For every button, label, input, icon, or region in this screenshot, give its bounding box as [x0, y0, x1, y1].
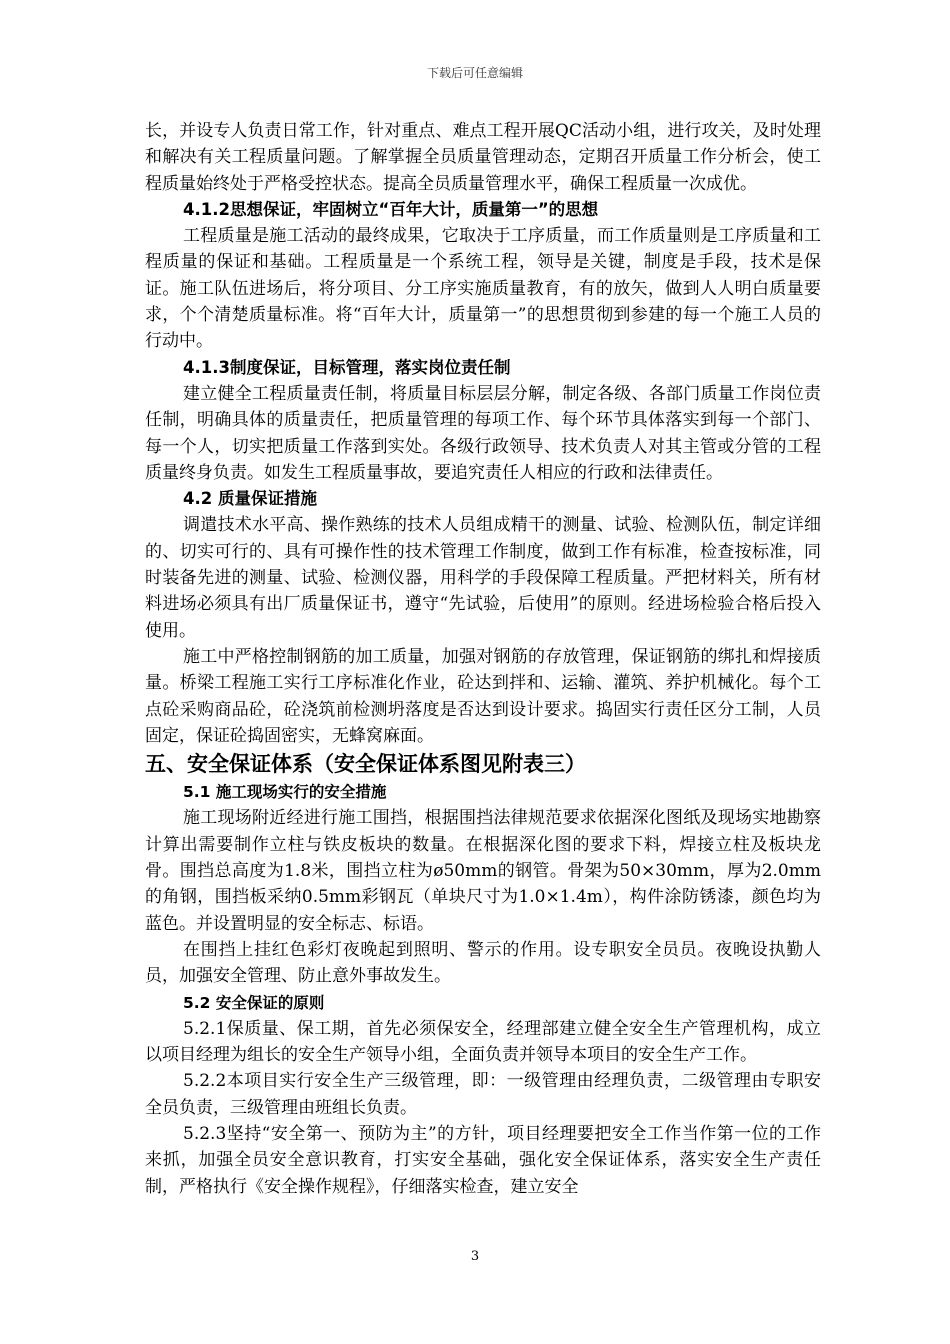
section-heading: 五、安全保证体系（安全保证体系图见附表三） [145, 752, 586, 777]
paragraph: 5.2.2本项目实行安全生产三级管理，即：一级管理由经理负责，二级管理由专职安全员负责，三级管理由班组长负责。 [145, 1071, 821, 1118]
paragraph: 5.2.3坚持“安全第一、预防为主”的方针，项目经理要把安全工作当作第一位的工作来抓，加强全员安全意识教育，打实安全基础，强化安全保证体系，落实安全生产责任制，严格执行《安全操作规程》，仔细落实检查，建立安全 [145, 1123, 821, 1197]
subsection-heading: 4.1.2思想保证，牢固树立“百年大计，质量第一”的思想 [183, 199, 599, 219]
document-body [145, 118, 821, 1200]
subsection-heading: 4.2 质量保证措施 [183, 489, 317, 509]
paragraph: 工程质量是施工活动的最终成果，它取决于工序质量，而工作质量则是工序质量和工程质量的保证和基础。工程质量是一个系统工程，领导是关键，制度是手段，技术是保证。施工队伍进场后，将分项目、分工序实施质量教育，有的放矢，做到人人明白质量要求，个个清楚质量标准。将“百年大计，质量第一”的思想贯彻到参建的每一个施工人员的行动中。 [145, 226, 821, 352]
subsection-heading: 4.1.3制度保证，目标管理，落实岗位责任制 [183, 357, 511, 377]
page-number: 3 [470, 1249, 480, 1264]
paragraph: 建立健全工程质量责任制，将质量目标层层分解，制定各级、各部门质量工作岗位责任制，明确具体的质量责任，把质量管理的每项工作、每个环节具体落实到每一个部门、每一个人，切实把质量工作落到实处。各级行政领导、技术负责人对其主管或分管的工程质量终身负责。如发生工程质量事故，要追究责任人相应的行政和法律责任。 [145, 383, 821, 483]
paragraph: 5.2.1保质量、保工期，首先必须保安全，经理部建立健全安全生产管理机构，成立以项目经理为组长的安全生产领导小组，全面负责并领导本项目的安全生产工作。 [145, 1018, 821, 1066]
paragraph: 调遣技术水平高、操作熟练的技术人员组成精干的测量、试验、检测队伍，制定详细的、切实可行的、具有可操作性的技术管理工作制度，做到工作有标准，检查按标准，同时装备先进的测量、试验、检测仪器，用科学的手段保障工程质量。严把材料关，所有材料进场必须具有出厂质量保证书，遵守“先试验，后使用”的原则。经进场检验合格后投入使用。 [145, 515, 821, 641]
page-header: 下载后可任意编辑 [426, 66, 523, 80]
paragraph: 施工现场附近经进行施工围挡，根据围挡法律规范要求依据深化图纸及现场实地勘察计算出需要制作立柱与铁皮板块的数量。在根据深化图的要求下料，焊接立柱及板块龙骨。围挡总高度为1.8米，围挡立柱为ø50mm的钢管。骨架为50×30mm，厚为2.0mm的角钢，围挡板采纳0.5mm彩钢瓦（单块尺寸为1.0×1.4m），构件涂防锈漆，颜色均为蓝色。并设置明显的安全标志、标语。 [145, 808, 821, 934]
subsection-heading: 5.1 施工现场实行的安全措施 [183, 783, 387, 802]
paragraph: 施工中严格控制钢筋的加工质量，加强对钢筋的存放管理，保证钢筋的绑扎和焊接质量。桥梁工程施工实行工序标准化作业，砼达到拌和、运输、灌筑、养护机械化。每个工点砼采购商品砼，砼浇筑前检测坍落度是否达到设计要求。捣固实行责任区分工制，人员固定，保证砼捣固密实，无蜂窝麻面。 [145, 646, 821, 746]
subsection-heading: 5.2 安全保证的原则 [183, 993, 325, 1012]
paragraph: 在围挡上挂红色彩灯夜晚起到照明、警示的作用。设专职安全员员。夜晚设执勤人员，加强安全管理、防止意外事故发生。 [145, 939, 821, 987]
paragraph-continued: 长，并设专人负责日常工作，针对重点、难点工程开展QC活动小组，进行攻关，及时处理和解决有关工程质量问题。了解掌握全员质量管理动态，定期召开质量工作分析会，使工程质量始终处于严格受控状态。提高全员质量管理水平，确保工程质量一次成优。 [145, 121, 821, 194]
